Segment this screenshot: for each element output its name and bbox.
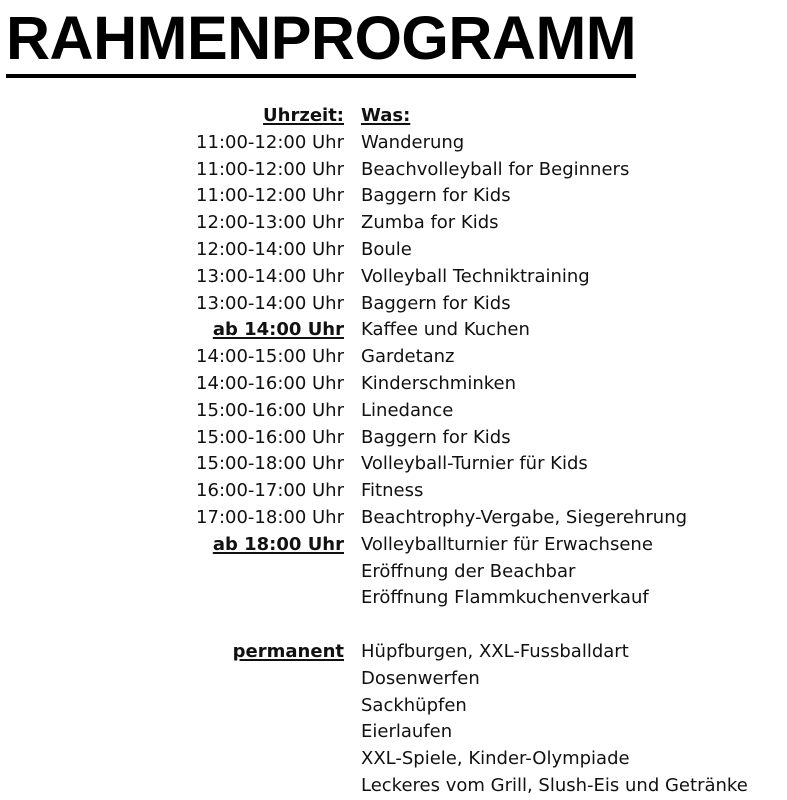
permanent-row <box>0 719 787 746</box>
schedule-activity: Eröffnung der Beachbar <box>361 560 576 582</box>
schedule-row <box>0 317 787 344</box>
schedule-time-highlighted: ab 14:00 Uhr <box>212 319 344 341</box>
schedule-time-highlighted: ab 18:00 Uhr <box>212 533 344 555</box>
schedule-activity: Gardetanz <box>361 346 455 368</box>
time-column-header: Uhrzeit: <box>263 105 344 126</box>
schedule-row <box>0 478 787 505</box>
permanent-item: Leckeres vom Grill, Slush-Eis und Getränke <box>361 774 748 796</box>
permanent-label: permanent <box>232 640 344 662</box>
schedule-activity: Zumba for Kids <box>361 212 499 234</box>
permanent-row <box>0 746 787 773</box>
page-title: RAHMENPROGRAMM <box>6 2 636 78</box>
schedule-time: 15:00-18:00 Uhr <box>196 453 344 475</box>
schedule-row <box>0 291 787 318</box>
schedule-activity: Wanderung <box>361 131 465 153</box>
schedule-header-row <box>0 103 787 130</box>
schedule-row <box>0 585 787 612</box>
schedule-row <box>0 157 787 184</box>
section-spacer <box>0 612 787 639</box>
schedule-time: 15:00-16:00 Uhr <box>196 426 344 448</box>
schedule-activity: Fitness <box>361 480 424 502</box>
permanent-item: Dosenwerfen <box>361 667 480 689</box>
schedule-time: 11:00-12:00 Uhr <box>196 158 344 180</box>
schedule-activity: Baggern for Kids <box>361 292 511 314</box>
schedule-activity: Volleyball-Turnier für Kids <box>361 453 588 475</box>
schedule-activity: Beachvolleyball for Beginners <box>361 158 630 180</box>
permanent-row <box>0 773 787 800</box>
schedule-row <box>0 398 787 425</box>
schedule-activity: Beachtrophy-Vergabe, Siegerehrung <box>361 506 688 528</box>
permanent-item: Eierlaufen <box>361 721 453 743</box>
schedule-activity: Boule <box>361 238 412 260</box>
schedule-row <box>0 183 787 210</box>
permanent-row <box>0 693 787 720</box>
schedule-row <box>0 451 787 478</box>
schedule-activity: Baggern for Kids <box>361 426 511 448</box>
schedule-time: 11:00-12:00 Uhr <box>196 131 344 153</box>
permanent-row <box>0 666 787 693</box>
schedule-activity: Volleyballturnier für Erwachsene <box>361 533 653 555</box>
schedule-row <box>0 130 787 157</box>
schedule-row <box>0 344 787 371</box>
schedule-time: 12:00-14:00 Uhr <box>196 238 344 260</box>
schedule-time: 12:00-13:00 Uhr <box>196 212 344 234</box>
schedule-time: 16:00-17:00 Uhr <box>196 480 344 502</box>
schedule-row <box>0 210 787 237</box>
schedule-time: 13:00-14:00 Uhr <box>196 265 344 287</box>
schedule-activity: Baggern for Kids <box>361 185 511 207</box>
schedule-time: 17:00-18:00 Uhr <box>196 506 344 528</box>
schedule-time: 11:00-12:00 Uhr <box>196 185 344 207</box>
schedule-activity: Eröffnung Flammkuchenverkauf <box>361 587 649 609</box>
schedule-activity: Kinderschminken <box>361 372 517 394</box>
schedule-table <box>0 103 787 800</box>
schedule-activity: Volleyball Techniktraining <box>361 265 590 287</box>
schedule-activity: Linedance <box>361 399 454 421</box>
schedule-time: 14:00-16:00 Uhr <box>196 372 344 394</box>
schedule-time: 14:00-15:00 Uhr <box>196 346 344 368</box>
schedule-row <box>0 425 787 452</box>
schedule-row <box>0 237 787 264</box>
schedule-row <box>0 532 787 559</box>
schedule-row <box>0 371 787 398</box>
schedule-row <box>0 505 787 532</box>
schedule-row <box>0 264 787 291</box>
schedule-activity: Kaffee und Kuchen <box>361 319 530 341</box>
permanent-item: Hüpfburgen, XXL-Fussballdart <box>361 640 629 662</box>
what-column-header: Was: <box>361 105 411 126</box>
schedule-row <box>0 559 787 586</box>
permanent-item: Sackhüpfen <box>361 694 467 716</box>
permanent-item: XXL-Spiele, Kinder-Olympiade <box>361 748 630 770</box>
schedule-time: 15:00-16:00 Uhr <box>196 399 344 421</box>
permanent-row <box>0 639 787 666</box>
schedule-time: 13:00-14:00 Uhr <box>196 292 344 314</box>
